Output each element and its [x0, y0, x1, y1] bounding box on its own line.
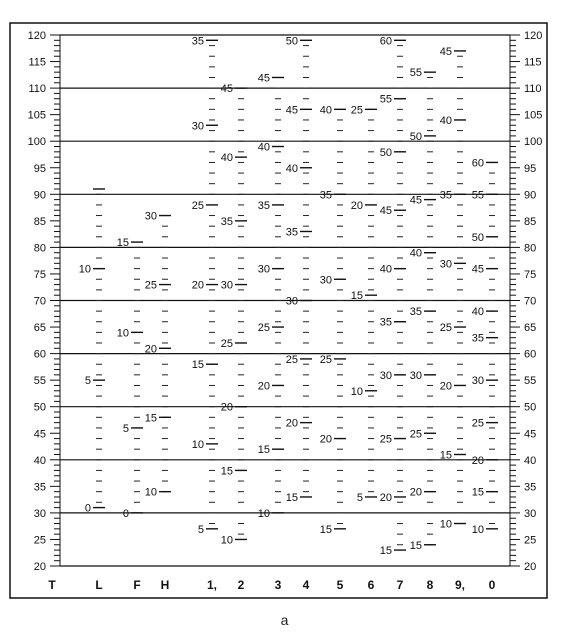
column-tick-label: 25: [220, 337, 233, 350]
column-tick-label: 25: [379, 433, 392, 446]
column-tick-label: 40: [471, 306, 484, 319]
column-1: [192, 35, 218, 536]
column-tick-label: 5: [122, 422, 129, 435]
column-labels: [48, 578, 495, 592]
column-tick-label: 40: [220, 152, 233, 165]
column-F: [117, 237, 143, 520]
column-tick-label: 55: [379, 93, 392, 106]
column-tick-label: 35: [220, 215, 233, 228]
column-tick-label: 20: [285, 417, 298, 430]
column-tick-label: 40: [285, 162, 298, 175]
right-scale-label: 50: [524, 401, 537, 414]
column-tick-label: 30: [191, 120, 204, 133]
column-tick-label: 30: [257, 263, 270, 276]
column-tick-label: 20: [379, 491, 392, 504]
column-tick-label: 5: [84, 375, 91, 388]
left-scale-label: 95: [33, 162, 46, 175]
column-tick-label: 35: [471, 332, 484, 345]
left-scale-label: 35: [33, 481, 46, 494]
column-tick-label: 25: [471, 417, 484, 430]
column-tick-label: 35: [439, 189, 452, 202]
column-tick-label: 30: [285, 295, 298, 308]
column-tick-label: 35: [285, 226, 298, 239]
column-tick-label: 50: [379, 146, 392, 159]
column-tick-label: 15: [191, 359, 204, 372]
column-tick-label: 15: [471, 486, 484, 499]
column-tick-label: 10: [439, 518, 452, 531]
scale-columns: [79, 35, 498, 557]
right-scale-label: 45: [524, 428, 537, 441]
left-scale-label: 115: [28, 56, 46, 69]
column-tick-label: 30: [220, 279, 233, 292]
column-tick-label: 20: [439, 380, 452, 393]
column-tick-label: 25: [285, 353, 298, 366]
column-tick-label: 30: [409, 369, 422, 382]
column-tick-label: 15: [116, 237, 129, 250]
column-label-5: 5: [336, 578, 344, 592]
column-label-8: 8: [426, 578, 434, 592]
right-scale-label: 80: [524, 242, 537, 255]
left-scale-label: 60: [33, 348, 46, 361]
column-tick-label: 45: [257, 72, 270, 85]
column-tick-label: 35: [257, 199, 270, 212]
left-scale-label: 45: [33, 428, 46, 441]
column-tick-label: 40: [319, 104, 332, 117]
column-tick-label: 20: [257, 380, 270, 393]
left-scale-label: 20: [33, 561, 46, 573]
right-scale-label: 90: [524, 189, 537, 202]
column-3: [258, 72, 284, 519]
column-4: [286, 35, 312, 504]
column-label-6: 6: [367, 578, 375, 592]
column-tick-label: 20: [319, 433, 332, 446]
right-scale-label: 85: [524, 215, 537, 228]
column-label-7: 7: [396, 578, 404, 592]
right-scale-label: 20: [524, 561, 537, 573]
column-tick-label: 20: [191, 279, 204, 292]
left-scale-label: 30: [33, 507, 46, 520]
right-scale-label: 110: [524, 83, 542, 96]
right-scale-label: 115: [524, 56, 542, 69]
left-scale: [28, 30, 60, 573]
left-scale-label: 40: [33, 454, 46, 467]
column-tick-label: 30: [439, 258, 452, 271]
column-label-T: T: [48, 578, 56, 592]
right-scale-label: 70: [524, 295, 537, 308]
column-tick-label: 30: [379, 369, 392, 382]
left-scale-label: 50: [33, 401, 46, 414]
column-tick-label: 15: [144, 412, 157, 425]
column-L: [79, 189, 105, 515]
column-label-3: 3: [274, 578, 282, 592]
column-tick-label: 45: [471, 263, 484, 276]
column-tick-label: 25: [191, 199, 204, 212]
left-scale-label: 25: [33, 534, 46, 547]
column-0: [472, 157, 498, 535]
column-tick-label: 15: [350, 290, 363, 303]
right-scale-label: 30: [524, 507, 537, 520]
column-tick-label: 45: [379, 205, 392, 218]
column-8: [410, 67, 436, 552]
column-tick-label: 10: [350, 385, 363, 398]
column-tick-label: 25: [439, 322, 452, 335]
right-scale-label: 55: [524, 375, 537, 388]
column-tick-label: 15: [439, 449, 452, 462]
column-label-4: 4: [302, 578, 310, 592]
column-tick-label: 40: [379, 263, 392, 276]
column-tick-label: 10: [78, 263, 91, 276]
column-H: [145, 211, 171, 499]
right-scale-label: 25: [524, 534, 537, 547]
right-scale-label: 100: [524, 136, 543, 149]
left-scale-label: 80: [33, 242, 46, 255]
column-5: [320, 104, 346, 535]
column-tick-label: 10: [116, 327, 129, 340]
column-tick-label: 20: [144, 343, 157, 356]
column-tick-label: 60: [379, 35, 392, 48]
column-tick-label: 20: [350, 199, 363, 212]
column-label-L: L: [95, 578, 103, 592]
right-scale-label: 75: [524, 268, 537, 281]
column-tick-label: 15: [409, 539, 422, 552]
column-tick-label: 35: [379, 316, 392, 329]
left-scale-label: 110: [28, 83, 46, 96]
column-tick-label: 35: [191, 35, 204, 48]
right-scale-label: 60: [524, 348, 537, 361]
column-label-H: H: [160, 578, 170, 592]
column-2: [221, 83, 247, 546]
column-label-1: 1,: [206, 578, 218, 592]
column-tick-label: 50: [409, 130, 422, 143]
column-label-0: 0: [488, 578, 496, 592]
column-label-F: F: [133, 578, 141, 592]
column-tick-label: 55: [409, 67, 422, 80]
left-scale-label: 85: [33, 215, 46, 228]
column-tick-label: 20: [471, 454, 484, 467]
right-scale: [510, 30, 542, 573]
column-tick-label: 25: [319, 353, 332, 366]
right-scale-label: 40: [524, 454, 537, 467]
column-tick-label: 20: [409, 486, 422, 499]
right-scale-label: 35: [524, 481, 537, 494]
column-tick-label: 40: [409, 247, 422, 260]
column-tick-label: 10: [220, 534, 233, 547]
column-tick-label: 25: [350, 104, 363, 117]
column-tick-label: 20: [220, 401, 233, 414]
column-tick-label: 25: [409, 428, 422, 441]
left-scale-label: 75: [33, 268, 46, 281]
column-tick-label: 5: [197, 523, 204, 536]
column-tick-label: 30: [144, 210, 157, 223]
column-tick-label: 30: [471, 375, 484, 388]
right-scale-label: 105: [524, 109, 543, 122]
left-scale-label: 70: [33, 295, 46, 308]
column-tick-label: 50: [471, 231, 484, 244]
column-tick-label: 45: [439, 45, 452, 58]
column-tick-label: 0: [122, 507, 129, 520]
column-tick-label: 15: [319, 523, 332, 536]
column-9: [440, 46, 466, 531]
column-6: [351, 104, 377, 504]
column-tick-label: 25: [257, 322, 270, 335]
column-tick-label: 55: [471, 189, 484, 202]
right-scale-label: 65: [524, 322, 537, 335]
left-scale-label: 100: [27, 136, 46, 149]
column-tick-label: 40: [439, 114, 452, 127]
column-tick-label: 35: [319, 189, 332, 202]
left-scale-label: 90: [33, 189, 46, 202]
column-7: [380, 35, 406, 557]
column-tick-label: 5: [356, 491, 363, 504]
column-tick-label: 25: [144, 279, 157, 292]
column-tick-label: 60: [471, 157, 484, 170]
column-tick-label: 15: [285, 491, 298, 504]
column-tick-label: 45: [285, 104, 298, 117]
column-tick-label: 15: [220, 465, 233, 478]
column-tick-label: 0: [84, 502, 91, 515]
right-scale-label: 95: [524, 162, 537, 175]
column-tick-label: 35: [409, 306, 422, 319]
left-scale-label: 55: [33, 375, 46, 388]
figure-caption: a: [280, 612, 289, 628]
column-tick-label: 50: [285, 35, 298, 48]
column-tick-label: 10: [257, 507, 270, 520]
column-tick-label: 15: [257, 444, 270, 457]
column-tick-label: 30: [319, 274, 332, 287]
column-label-2: 2: [237, 578, 245, 592]
column-tick-label: 10: [191, 438, 204, 451]
left-scale-label: 65: [33, 322, 46, 335]
right-scale-label: 120: [524, 30, 543, 42]
column-label-9: 9,: [454, 578, 466, 592]
column-tick-label: 45: [409, 194, 422, 207]
column-tick-label: 15: [379, 545, 392, 558]
column-tick-label: 45: [220, 83, 233, 96]
left-scale-label: 105: [27, 109, 46, 122]
column-tick-label: 10: [144, 486, 157, 499]
column-tick-label: 40: [257, 141, 270, 154]
column-tick-label: 10: [471, 523, 484, 536]
left-scale-label: 120: [27, 30, 46, 42]
